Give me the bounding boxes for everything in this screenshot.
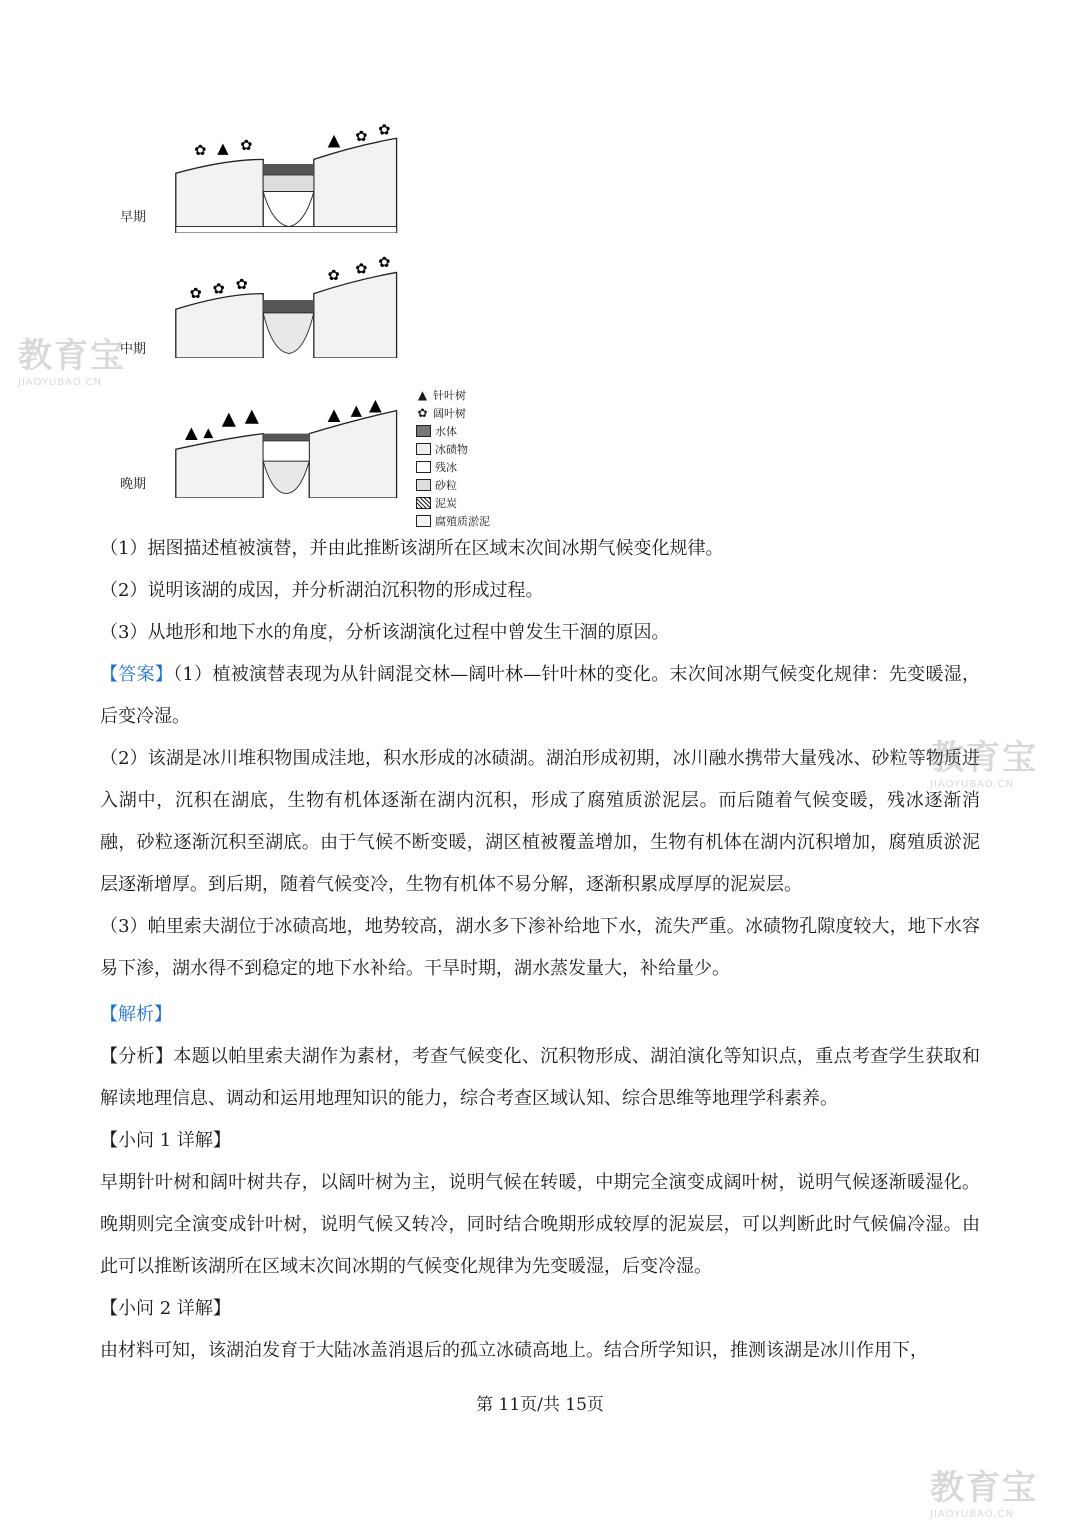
- analysis-summary: 【分析】本题以帕里索夫湖作为素材，考查气候变化、沉积物形成、湖泊演化等知识点，重点考查学生获取和解读地理信息、调动和运用地理知识的能力，综合考查区域认知、综合思维等地理学科素养。: [100, 1046, 980, 1109]
- svg-text:✿: ✿: [378, 253, 391, 271]
- questions: [100, 528, 980, 654]
- legend-item-sand: [416, 476, 526, 494]
- question-1: （1）据图描述植被演替，并由此推断该湖所在区域末次间冰期气候变化规律。: [100, 538, 724, 559]
- answer-tag: 【答案】: [100, 664, 174, 685]
- late-stage-svg: [160, 383, 440, 498]
- peat-swatch: [416, 497, 431, 509]
- watermark-right: [930, 730, 1038, 790]
- watermark-logo-text: 教育宝: [930, 738, 1038, 778]
- humus-mud-swatch: [416, 515, 431, 527]
- legend-item-peat: [416, 494, 526, 512]
- svg-text:✿: ✿: [189, 285, 202, 303]
- stage-label-middle: 中期: [120, 342, 147, 357]
- legend-label: 阔叶树: [433, 407, 466, 420]
- early-stage-diagram: [160, 118, 440, 233]
- watermark-bottom: [930, 1460, 1038, 1520]
- question-3: （3）从地形和地下水的角度，分析该湖演化过程中曾发生干涸的原因。: [100, 622, 670, 643]
- figure-legend: [416, 386, 526, 530]
- svg-text:▲: ▲: [327, 130, 341, 150]
- question-2: （2）说明该湖的成因，并分析湖泊沉积物的形成过程。: [100, 580, 544, 601]
- svg-text:▲: ▲: [244, 405, 259, 427]
- svg-text:▲: ▲: [369, 395, 382, 415]
- legend-item-moraine: [416, 440, 526, 458]
- watermark-logo-text: 教育宝: [930, 1468, 1038, 1508]
- water-swatch: [416, 425, 431, 437]
- analysis-tag: 【解析】: [100, 1004, 172, 1025]
- svg-text:▲: ▲: [221, 408, 236, 430]
- moraine-swatch: [416, 443, 431, 455]
- q1-text: 早期针叶树和阔叶树共存，以阔叶树为主，说明气候在转暖，中期完全演变成阔叶树，说明气候逐渐暖湿化。晚期则完全演变成针叶树，说明气候又转冷，同时结合晚期形成较厚的泥炭层，可以判断此时气候偏冷湿。由此可以推断该湖所在区域末次间冰期的气候变化规律为先变暖湿，后变冷湿。: [100, 1172, 980, 1277]
- early-stage-svg: [160, 118, 440, 233]
- stage-label-early: 早期: [120, 210, 147, 225]
- svg-text:✿: ✿: [240, 137, 253, 155]
- legend-label: 砂粒: [435, 479, 457, 492]
- svg-text:▲: ▲: [350, 402, 362, 420]
- svg-text:▲: ▲: [327, 404, 341, 424]
- svg-text:▲: ▲: [217, 139, 229, 157]
- svg-text:✿: ✿: [378, 121, 391, 139]
- watermark-url: JIAOYUBAO.CN: [930, 1509, 1014, 1520]
- answer-3: （3）帕里索夫湖位于冰碛高地，地势较高，湖水多下渗补给地下水，流失严重。冰碛物孔隙度较大，地下水容易下渗，湖水得不到稳定的地下水补给。干旱时期，湖水蒸发量大，补给量少。: [100, 916, 980, 979]
- answer-2: （2）该湖是冰川堆积物围成洼地，积水形成的冰碛湖。湖泊形成初期，冰川融水携带大量残冰、砂粒等物质进入湖中，沉积在湖底，生物有机体逐渐在湖内沉积，形成了腐殖质淤泥层。而后随着气候变暖，残冰逐渐消融，砂粒逐渐沉积至湖底。由于气候不断变暖，湖区植被覆盖增加，生物有机体在湖内沉积增加，腐殖质淤泥层逐渐增厚。到后期，随着气候变冷，生物有机体不易分解，逐渐积累成厚厚的泥炭层。: [100, 748, 980, 895]
- legend-label: 针叶树: [433, 389, 466, 402]
- answer-1: [100, 654, 980, 738]
- legend-item-water: [416, 422, 526, 440]
- q1-title: 【小问 1 详解】: [100, 1130, 231, 1151]
- lake-evolution-figure: [120, 118, 520, 528]
- q2-title: 【小问 2 详解】: [100, 1298, 231, 1319]
- q2-text: 由材料可知，该湖泊发育于大陆冰盖消退后的孤立冰碛高地上。结合所学知识，推测该湖是冰川作用下，: [100, 1340, 928, 1361]
- svg-text:✿: ✿: [355, 260, 368, 278]
- answer-section: [100, 654, 980, 990]
- residual-ice-swatch: [416, 461, 431, 473]
- svg-text:✿: ✿: [355, 128, 368, 145]
- svg-text:✿: ✿: [327, 266, 340, 284]
- legend-item-residual-ice: [416, 458, 526, 476]
- svg-text:✿: ✿: [212, 280, 225, 298]
- stage-label-late: 晚期: [120, 477, 147, 492]
- legend-item-broadleaf: [416, 404, 526, 422]
- watermark-url: JIAOYUBAO.CN: [18, 377, 102, 388]
- legend-label: 冰碛物: [435, 443, 468, 456]
- watermark-left: [18, 328, 126, 388]
- svg-text:▲: ▲: [203, 425, 214, 441]
- legend-label: 水体: [435, 425, 457, 438]
- svg-text:✿: ✿: [194, 141, 207, 159]
- svg-text:▲: ▲: [185, 423, 198, 443]
- conifer-icon: ▲: [417, 387, 428, 402]
- middle-stage-diagram: [160, 243, 440, 358]
- answer-1-text: （1）植被演替表现为从针阔混交林—阔叶林—针叶林的变化。末次间冰期气候变化规律：先变暖湿，后变冷湿。: [100, 664, 981, 727]
- middle-stage-svg: [160, 243, 440, 358]
- analysis-section: [100, 994, 980, 1372]
- legend-label: 泥炭: [435, 497, 457, 510]
- sand-swatch: [416, 479, 431, 491]
- svg-text:✿: ✿: [235, 276, 248, 293]
- broadleaf-icon: ✿: [417, 405, 428, 420]
- watermark-url: JIAOYUBAO.CN: [930, 779, 1014, 790]
- watermark-logo-text: 教育宝: [18, 336, 126, 376]
- legend-label: 残冰: [435, 461, 457, 474]
- late-stage-diagram: [160, 383, 440, 498]
- legend-label: 腐殖质淤泥: [435, 515, 490, 528]
- page-number: 第 11页/共 15页: [476, 1395, 604, 1415]
- legend-item-conifer: [416, 386, 526, 404]
